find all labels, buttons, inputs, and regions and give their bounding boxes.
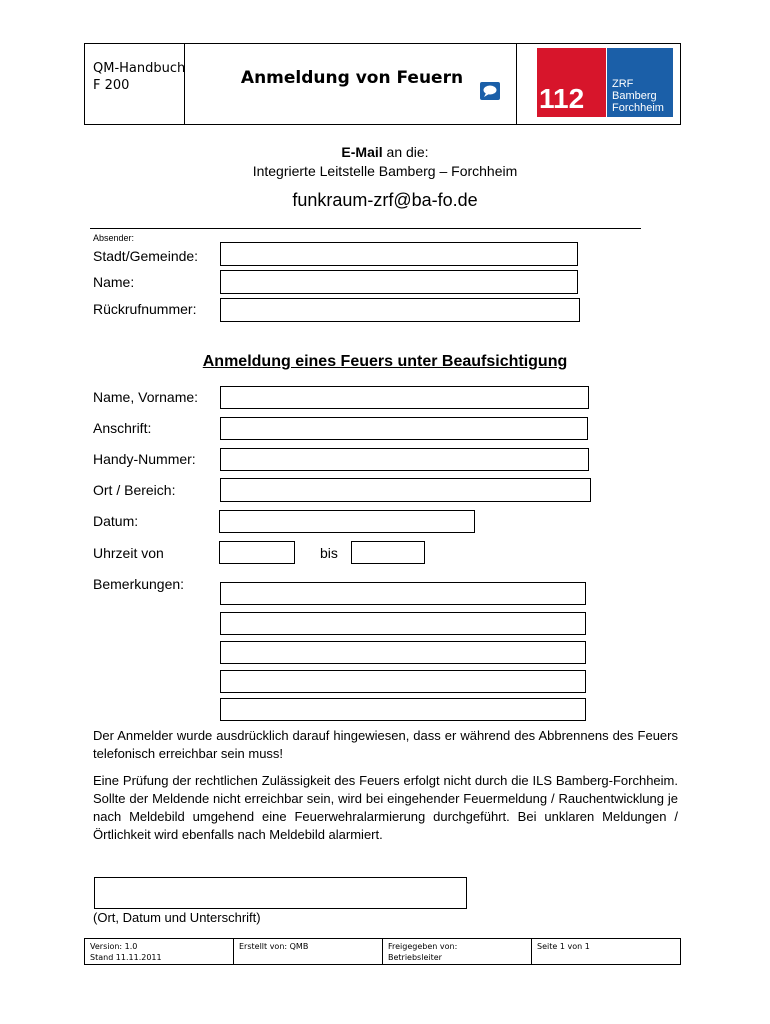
mobile-field[interactable]: [220, 448, 589, 471]
footer-version: [90, 941, 162, 963]
footer-page: Seite 1 von 1: [537, 942, 590, 951]
remarks-field[interactable]: [220, 670, 586, 693]
remarks-field[interactable]: [220, 582, 586, 605]
sender-caption: Absender:: [93, 233, 135, 243]
footer-created: Erstellt von: QMB: [239, 942, 309, 951]
logo-line: Forchheim: [612, 102, 664, 114]
remarks-field[interactable]: [220, 612, 586, 635]
time-to-label: bis: [320, 545, 338, 561]
footer-released-text: Freigegeben von:: [388, 942, 458, 951]
location-label: Ort / Bereich:: [93, 482, 176, 498]
name-label: Name:: [93, 274, 135, 290]
callback-label: Rückrufnummer:: [93, 301, 197, 317]
email-label: [84, 144, 686, 160]
email-address[interactable]: funkraum-zrf@ba-fo.de: [292, 190, 478, 210]
name-field[interactable]: [220, 270, 578, 294]
time-from-label: Uhrzeit von: [93, 545, 164, 561]
callback-field[interactable]: [220, 298, 580, 322]
handbook-label: QM-Handbuch: [93, 61, 186, 76]
logo-line: ZRF: [612, 78, 634, 90]
logo-text: [612, 78, 664, 114]
handbook-info: [93, 60, 185, 94]
email-label-bold: E-Mail: [341, 144, 383, 160]
footer-divider: [233, 938, 234, 965]
footer-divider: [382, 938, 383, 965]
logo-number: 112: [539, 83, 585, 114]
footer-version-text: Version: 1.0: [90, 942, 138, 951]
divider-line: [90, 228, 641, 229]
section-heading: Anmeldung eines Feuers unter Beaufsichtigung: [202, 353, 568, 370]
remarks-field[interactable]: [220, 698, 586, 721]
time-from-field[interactable]: [219, 541, 295, 564]
location-field[interactable]: [220, 478, 591, 502]
remarks-field[interactable]: [220, 641, 586, 664]
city-field[interactable]: [220, 242, 578, 266]
fullname-field[interactable]: [220, 386, 589, 409]
address-field[interactable]: [220, 417, 588, 440]
form-code: F 200: [93, 78, 130, 93]
footer-divider: [531, 938, 532, 965]
notice-legal: Eine Prüfung der rechtlichen Zulässigkeit des Feuers erfolgt nicht durch die ILS Bamberg-Forchheim. Sollte der Meldende nicht erreichbar sein, wird bei eingehender Feuermeldung / Rauchentwicklung je nach Meldebild umgehend eine Feuerwehralarmierung durchgeführt. Bei unklaren Meldungen / Örtlichkeit wird ebenfalls nach Meldebild alarmiert.: [93, 773, 678, 842]
footer-released-by: Betriebsleiter: [388, 953, 442, 962]
date-field[interactable]: [219, 510, 475, 533]
footer-released: [388, 941, 457, 963]
email-recipient: Integrierte Leitstelle Bamberg – Forchheim: [252, 163, 518, 179]
fullname-label: Name, Vorname:: [93, 389, 199, 405]
mobile-label: Handy-Nummer:: [93, 451, 196, 467]
notice-reachable: Der Anmelder wurde ausdrücklich darauf hingewiesen, dass er während des Abbrennens des Feuers telefonisch erreichbar sein muss!: [93, 728, 678, 761]
email-label-rest: an die:: [382, 144, 429, 160]
signature-field[interactable]: [94, 877, 467, 909]
page-title: Anmeldung von Feuern: [240, 68, 464, 88]
remarks-label: Bemerkungen:: [93, 576, 185, 592]
comment-icon[interactable]: [480, 82, 500, 100]
signature-label: (Ort, Datum und Unterschrift): [93, 910, 261, 925]
city-label: Stadt/Gemeinde:: [93, 248, 199, 264]
address-label: Anschrift:: [93, 420, 152, 436]
logo-line: Bamberg: [612, 90, 657, 102]
footer-date-text: Stand 11.11.2011: [90, 953, 162, 962]
date-label: Datum:: [93, 513, 139, 529]
time-to-field[interactable]: [351, 541, 425, 564]
